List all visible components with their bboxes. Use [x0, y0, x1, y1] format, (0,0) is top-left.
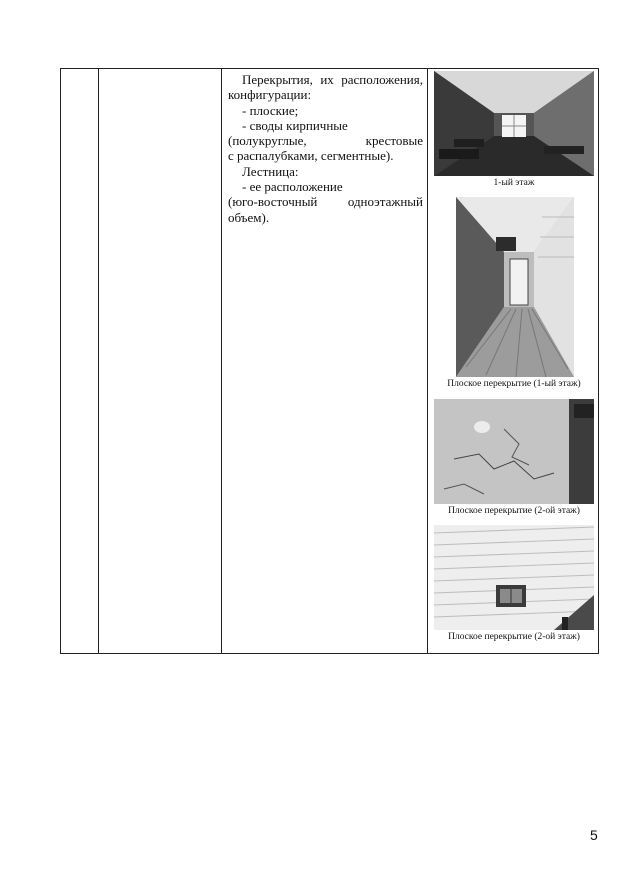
- paragraph-text: конфигурации:: [228, 87, 312, 103]
- document-table: [60, 68, 599, 654]
- photo-caption: Плоское перекрытие (2-ой этаж): [448, 506, 580, 516]
- photo-caption: Плоское перекрытие (1-ый этаж): [447, 379, 581, 389]
- column-divider: [98, 69, 99, 653]
- list-item: - плоские;: [242, 102, 299, 118]
- ceiling-photo: [434, 399, 594, 504]
- paragraph-text: объем).: [228, 209, 270, 225]
- paragraph-text: Перекрытия, их расположения,: [242, 72, 423, 87]
- ceiling-light-photo: [434, 525, 594, 630]
- corridor-photo: [456, 197, 574, 377]
- section-heading: Лестница:: [242, 163, 299, 179]
- list-item: - своды кирпичные: [242, 117, 348, 133]
- list-item: - ее расположение: [242, 179, 343, 195]
- paragraph-text: с распалубками, сегментные).: [228, 148, 394, 164]
- page-number: 5: [590, 827, 598, 843]
- corridor-photo: [434, 71, 594, 176]
- paragraph-text: (юго-восточный одноэтажный: [228, 194, 423, 210]
- column-divider: [427, 69, 428, 653]
- column-divider: [221, 69, 222, 653]
- description-cell: [228, 72, 423, 225]
- photo-caption: Плоское перекрытие (2-ой этаж): [448, 632, 580, 642]
- paragraph-text: (полукруглые, крестовые: [228, 133, 423, 149]
- photo-caption: 1-ый этаж: [493, 178, 535, 188]
